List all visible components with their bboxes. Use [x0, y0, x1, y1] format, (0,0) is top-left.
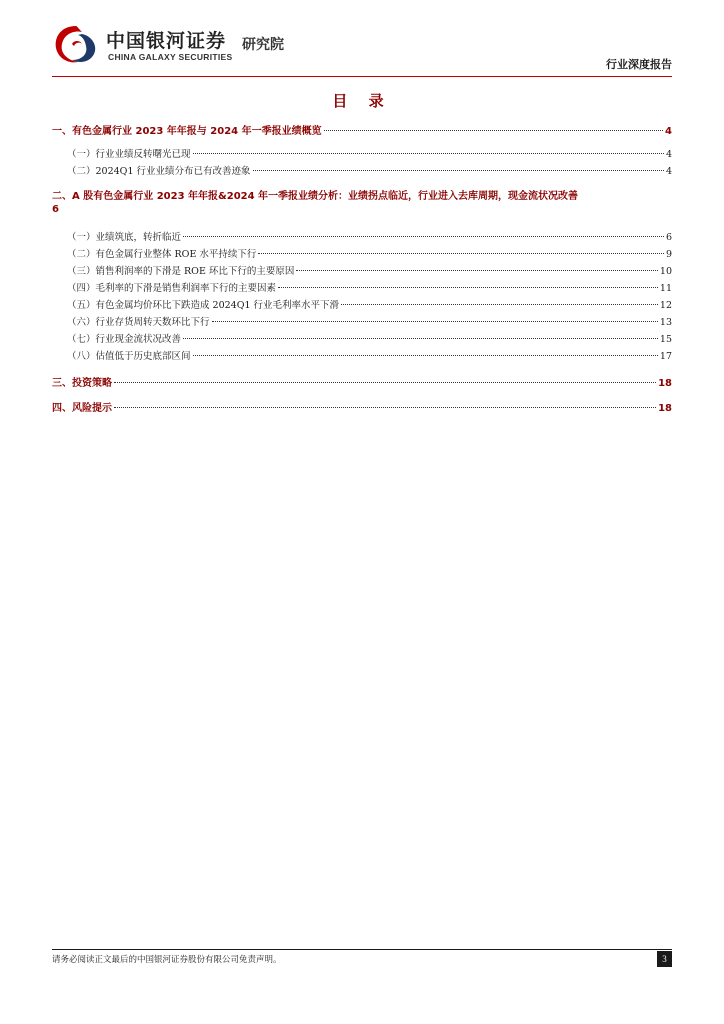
toc-entry[interactable]: [52, 146, 672, 160]
toc-entry-page: 10: [659, 266, 672, 277]
page-number: 3: [657, 951, 672, 967]
dot-leader: [193, 153, 664, 154]
toc-entry-label: （七）行业现金流状况改善: [67, 334, 182, 345]
toc-entry-label: （二）有色金属行业整体 ROE 水平持续下行: [67, 249, 257, 260]
dot-leader: [296, 270, 657, 271]
page-header: [52, 22, 672, 76]
toc-entry[interactable]: [52, 314, 672, 328]
toc-entry-label: （五）有色金属均价环比下跌造成 2024Q1 行业毛利率水平下滑: [67, 300, 340, 311]
toc-entry-page: 13: [659, 317, 672, 328]
toc-entry[interactable]: [52, 163, 672, 177]
dot-leader: [341, 304, 658, 305]
toc-title: 目 录: [332, 92, 392, 110]
dot-leader: [114, 407, 656, 408]
toc-entry[interactable]: [52, 297, 672, 311]
toc-entry-continuation[interactable]: [52, 204, 672, 218]
toc-entry[interactable]: [52, 331, 672, 345]
toc-entry[interactable]: [52, 187, 672, 201]
toc-entry-label: （三）销售利润率的下滑是 ROE 环比下行的主要原因: [67, 266, 295, 277]
toc-entry-label: （六）行业存货周转天数环比下行: [67, 317, 210, 328]
toc-entry-page: 6: [52, 204, 59, 215]
toc-entry-label: （一）行业业绩反转曙光已现: [67, 149, 191, 160]
toc-entry[interactable]: [52, 122, 672, 136]
toc-entry-page: 9: [665, 249, 672, 260]
toc-entry-page: 17: [659, 351, 672, 362]
toc-entry-label: 一、有色金属行业 2023 年年报与 2024 年一季报业绩概览: [52, 126, 322, 137]
brand-name-en: CHINA GALAXY SECURITIES: [108, 52, 233, 62]
dot-leader: [183, 338, 658, 339]
brand-name-cn: 中国银河证券: [106, 30, 227, 52]
header-divider: [52, 76, 672, 77]
toc-entry-label: （八）估值低于历史底部区间: [67, 351, 191, 362]
toc-entry-label: （四）毛利率的下滑是销售利润率下行的主要因素: [67, 283, 277, 294]
dot-leader: [193, 355, 658, 356]
toc-entry[interactable]: [52, 348, 672, 362]
toc-entry-page: 4: [665, 126, 672, 137]
toc-entry-page: 12: [659, 300, 672, 311]
dot-leader: [253, 170, 664, 171]
institute-label: 研究院: [242, 37, 284, 53]
toc-entry-page: 18: [658, 403, 672, 414]
toc-entry-page: 15: [659, 334, 672, 345]
dot-leader: [212, 321, 658, 322]
toc-entry[interactable]: [52, 399, 672, 413]
toc-entry-label: （一）业绩筑底，转折临近: [67, 232, 182, 243]
report-type-label: 行业深度报告: [606, 58, 672, 71]
toc-entry-label: （二）2024Q1 行业业绩分布已有改善迹象: [67, 166, 251, 177]
toc-entry[interactable]: [52, 246, 672, 260]
galaxy-logo-icon: [52, 22, 100, 66]
footer-divider: [52, 949, 672, 950]
dot-leader: [258, 253, 664, 254]
toc-entry[interactable]: [52, 374, 672, 388]
toc-entry[interactable]: [52, 280, 672, 294]
toc-entry-page: 4: [665, 166, 672, 177]
dot-leader: [114, 382, 656, 383]
dot-leader: [324, 130, 663, 131]
toc-entry[interactable]: [52, 263, 672, 277]
toc-entry-label: 二、A 股有色金属行业 2023 年年报&2024 年一季报业绩分析：业绩拐点临近，行业进入去库周期，现金流状况改善: [52, 191, 579, 202]
dot-leader: [278, 287, 658, 288]
toc-entry[interactable]: [52, 229, 672, 243]
dot-leader: [183, 236, 664, 237]
toc-entry-page: 11: [659, 283, 672, 294]
toc-entry-label: 三、投资策略: [52, 378, 112, 389]
toc-entry-page: 4: [665, 149, 672, 160]
toc-entry-page: 6: [665, 232, 672, 243]
disclaimer-text: 请务必阅读正文最后的中国银河证券股份有限公司免责声明。: [52, 955, 282, 965]
toc-entry-label: 四、风险提示: [52, 403, 112, 414]
toc-entry-page: 18: [658, 378, 672, 389]
